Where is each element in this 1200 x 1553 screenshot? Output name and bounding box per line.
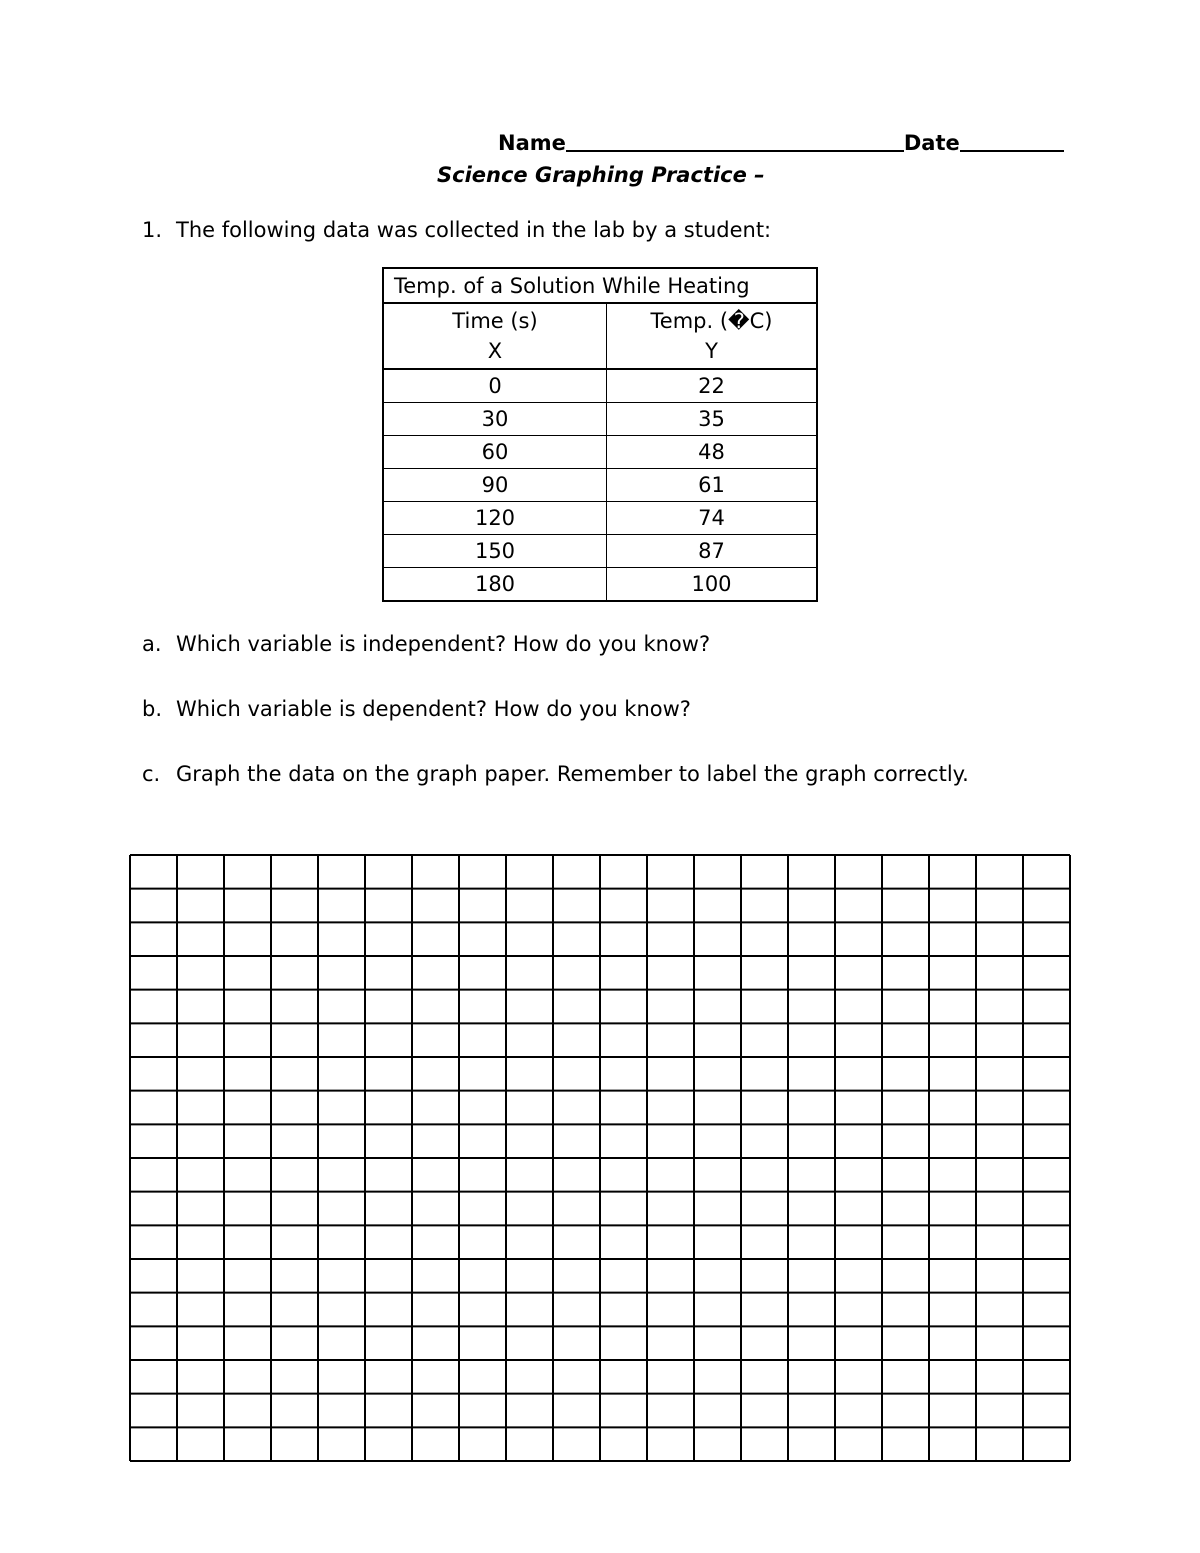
temp-cell: 22 — [607, 369, 818, 403]
temp-cell: 87 — [607, 535, 818, 568]
time-cell: 150 — [383, 535, 607, 568]
date-label: Date — [903, 131, 960, 155]
column-header-y: Y — [705, 339, 718, 363]
time-cell: 120 — [383, 502, 607, 535]
date-blank[interactable] — [960, 130, 1064, 152]
time-cell: 30 — [383, 403, 607, 436]
time-cell: 60 — [383, 436, 607, 469]
name-date-line — [498, 130, 1064, 155]
temp-cell: 48 — [607, 436, 818, 469]
question-1-text: The following data was collected in the lab by a student: — [176, 218, 772, 242]
table-row — [383, 568, 817, 602]
subquestion-a-text: Which variable is independent? How do you know? — [176, 632, 711, 656]
subquestion-b-text: Which variable is dependent? How do you know? — [176, 697, 691, 721]
name-label: Name — [498, 131, 566, 155]
time-cell: 90 — [383, 469, 607, 502]
column-header-x: X — [487, 339, 503, 363]
subquestion-a-label: a. — [142, 632, 162, 656]
name-blank[interactable] — [566, 130, 904, 152]
subquestion-c — [142, 762, 969, 786]
table-row — [383, 502, 817, 535]
table-row — [383, 535, 817, 568]
time-cell: 180 — [383, 568, 607, 602]
temp-cell: 74 — [607, 502, 818, 535]
subquestion-b-label: b. — [142, 697, 163, 721]
table-header-row — [383, 303, 817, 369]
temp-cell: 100 — [607, 568, 818, 602]
time-cell: 0 — [383, 369, 607, 403]
table-row — [383, 403, 817, 436]
data-table — [382, 267, 818, 602]
table-row — [383, 369, 817, 403]
table-row — [383, 469, 817, 502]
question-1 — [142, 218, 771, 242]
column-header-temp-label: Temp. (�C) — [650, 309, 773, 333]
subquestion-c-label: c. — [142, 762, 161, 786]
subquestion-b — [142, 697, 691, 721]
subquestion-a — [142, 632, 710, 656]
table-caption: Temp. of a Solution While Heating — [383, 268, 817, 303]
column-header-time — [383, 303, 607, 369]
graph-paper[interactable] — [128, 853, 1072, 1465]
subquestion-c-text: Graph the data on the graph paper. Remember to label the graph correctly. — [176, 762, 969, 786]
temp-cell: 35 — [607, 403, 818, 436]
temp-cell: 61 — [607, 469, 818, 502]
column-header-time-label: Time (s) — [452, 309, 538, 333]
question-1-number: 1. — [142, 218, 163, 242]
page-title: Science Graphing Practice – — [437, 163, 765, 187]
table-row — [383, 436, 817, 469]
column-header-temp — [607, 303, 818, 369]
